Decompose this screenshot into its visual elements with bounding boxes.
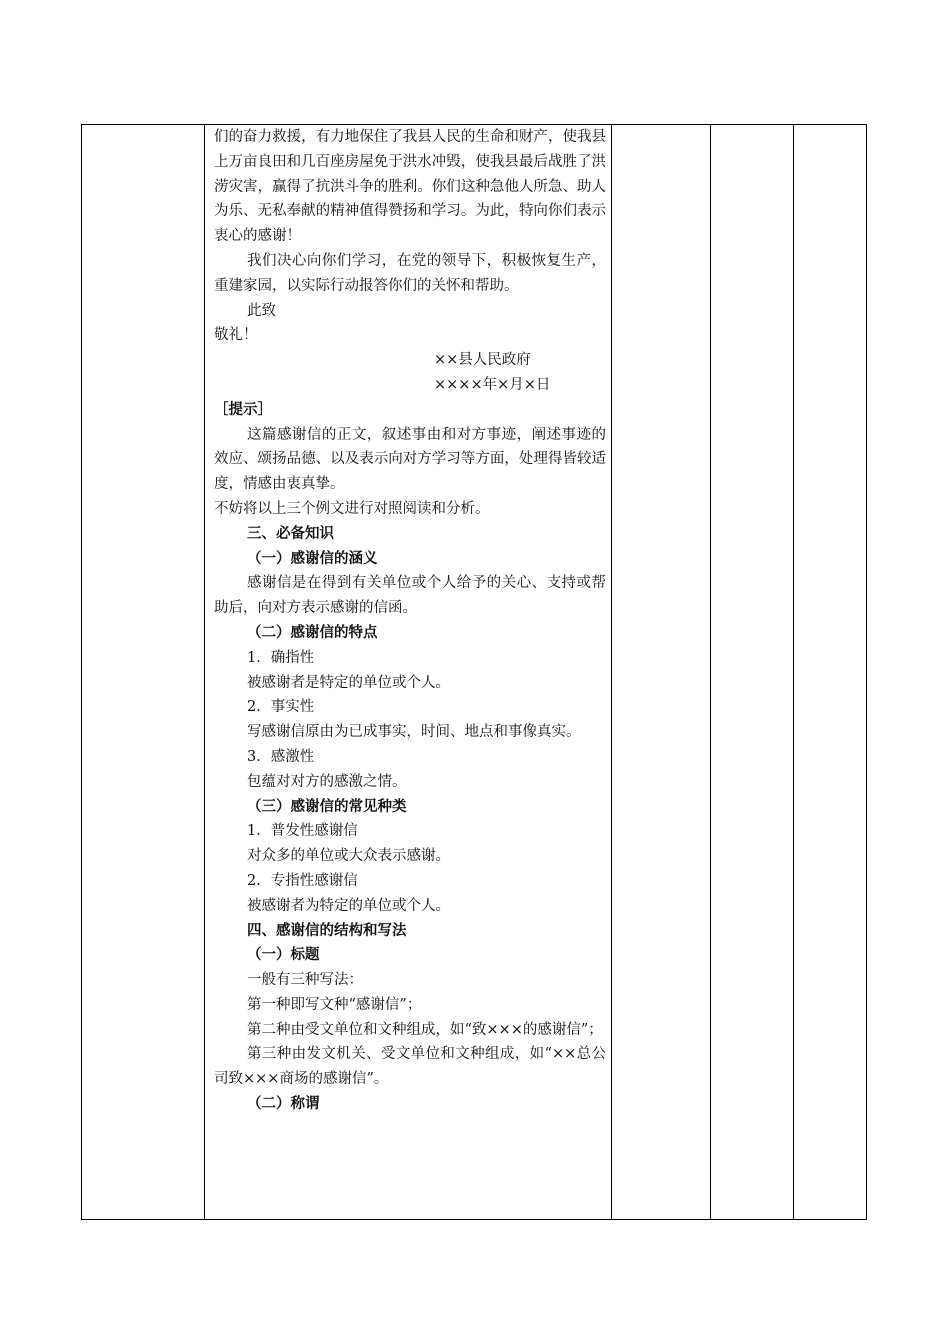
subheading-salutation: （二）称谓 <box>247 1096 320 1113</box>
feature-2-text: 写感谢信原由为已成事实，时间、地点和事像真实。 <box>247 724 581 741</box>
section-heading-structure: 四、感谢信的结构和写法 <box>247 922 407 939</box>
feature-1-text: 被感谢者是特定的单位或个人。 <box>247 674 450 691</box>
feature-3-text: 包蕴对对方的感激之情。 <box>247 773 407 790</box>
letter-signer: ××县人民政府 <box>434 352 531 369</box>
tip-compare: 不妨将以上三个例文进行对照阅读和分析。 <box>214 500 490 517</box>
feature-3-title: 3．感激性 <box>247 748 315 765</box>
main-content-cell <box>214 125 606 1117</box>
feature-2-title: 2．事实性 <box>247 699 315 716</box>
feature-1-title: 1．确指性 <box>247 649 315 666</box>
letter-date: ××××年×月×日 <box>434 376 551 393</box>
column-divider-3 <box>710 125 711 1219</box>
subheading-title: （一）标题 <box>247 947 320 964</box>
subheading-meaning: （一）感谢信的涵义 <box>247 550 378 567</box>
subheading-types: （三）感谢信的常见种类 <box>247 798 407 815</box>
section-heading-knowledge: 三、必备知识 <box>247 525 334 542</box>
meaning-text: 感谢信是在得到有关单位或个人给予的关心、支持或帮助后，向对方表示感谢的信函。 <box>214 575 606 617</box>
tip-text: 这篇感谢信的正文，叙述事由和对方事迹，阐述事迹的效应、颂扬品德、以及表示向对方学习等方面，处理得皆较适度，情感由衷真挚。 <box>214 426 606 493</box>
column-divider-1 <box>204 125 205 1219</box>
type-1-title: 1．普发性感谢信 <box>247 823 358 840</box>
lesson-plan-table <box>81 124 867 1220</box>
letter-body-paragraph-1: 们的奋力救援，有力地保住了我县人民的生命和财产，使我县上万亩良田和几百座房屋免于洪水冲毁，使我县最后战胜了洪涝灾害，赢得了抗洪斗争的胜利。你们这种急他人所急、助人为乐、无私奉献的精神值得赞扬和学习。为此，特向你们表示衷心的感谢！ <box>214 129 606 245</box>
title-way-2: 第二种由受文单位和文种组成，如“致×××的感谢信”； <box>247 1021 603 1038</box>
title-way-3: 第三种由发文机关、受文单位和文种组成，如“××总公司致×××商场的感谢信”。 <box>214 1046 606 1088</box>
letter-body-paragraph-2: 我们决心向你们学习，在党的领导下，积极恢复生产，重建家园，以实际行动报答你们的关怀和帮助。 <box>214 252 606 294</box>
type-1-text: 对众多的单位或大众表示感谢。 <box>247 848 450 865</box>
title-way-1: 第一种即写文种“感谢信”； <box>247 996 422 1013</box>
column-divider-2 <box>611 125 612 1219</box>
type-2-title: 2．专指性感谢信 <box>247 872 358 889</box>
letter-closing-1: 此致 <box>247 302 276 319</box>
column-divider-4 <box>793 125 794 1219</box>
subheading-features: （二）感谢信的特点 <box>247 624 378 641</box>
tip-heading: ［提示］ <box>214 401 272 418</box>
title-intro: 一般有三种写法： <box>247 972 363 989</box>
letter-closing-2: 敬礼！ <box>214 327 258 344</box>
type-2-text: 被感谢者为特定的单位或个人。 <box>247 897 450 914</box>
